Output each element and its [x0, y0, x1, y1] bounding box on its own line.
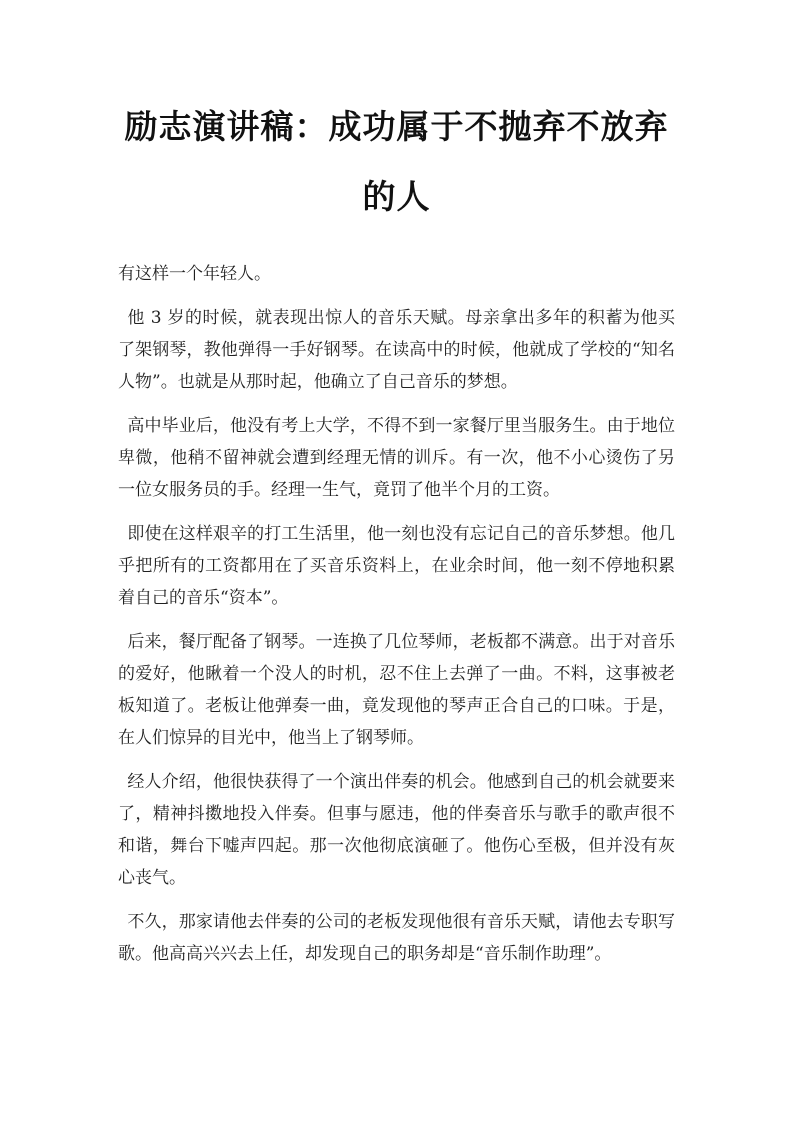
- paragraph-childhood: 他 3 岁的时候，就表现出惊人的音乐天赋。母亲拿出多年的积蓄为他买了架钢琴，教他弹得一手好钢琴。在读高中的时候，他就成了学校的“知名人物”。也就是从那时起，他确立了自己音乐的梦想。: [118, 308, 675, 392]
- paragraph-performance: 经人介绍，他很快获得了一个演出伴奏的机会。他感到自己的机会就要来了，精神抖擞地投入伴奏。但事与愿违，他的伴奏音乐与歌手的歌声很不和谐，舞台下嘘声四起。那一次他彻底演砸了。他伤心至极，但并没有灰心丧气。: [118, 772, 675, 888]
- paragraph-intro: 有这样一个年轻人。: [118, 264, 271, 284]
- paragraph-pianist: 后来，餐厅配备了钢琴。一连换了几位琴师，老板都不满意。出于对音乐的爱好，他瞅着一个没人的时机，忍不住上去弹了一曲。不料，这事被老板知道了。老板让他弹奏一曲，竟发现他的琴声正合自己的口味。于是，在人们惊异的目光中，他当上了钢琴师。: [118, 632, 675, 748]
- document-title: 励志演讲稿：成功属于不抛弃不放弃的人: [124, 107, 669, 216]
- paragraph-songwriting: 不久，那家请他去伴奏的公司的老板发现他很有音乐天赋，请他去专职写歌。他高高兴兴去上任，却发现自己的职务却是“音乐制作助理”。: [118, 912, 675, 964]
- paragraph-restaurant-job: 高中毕业后，他没有考上大学，不得不到一家餐厅里当服务生。由于地位卑微，他稍不留神就会遭到经理无情的训斥。有一次，他不小心烫伤了另一位女服务员的手。经理一生气，竟罚了他半个月的工资。: [118, 416, 675, 500]
- paragraph-music-dream: 即使在这样艰辛的打工生活里，他一刻也没有忘记自己的音乐梦想。他几乎把所有的工资都用在了买音乐资料上，在业余时间，他一刻不停地积累着自己的音乐“资本”。: [118, 524, 675, 608]
